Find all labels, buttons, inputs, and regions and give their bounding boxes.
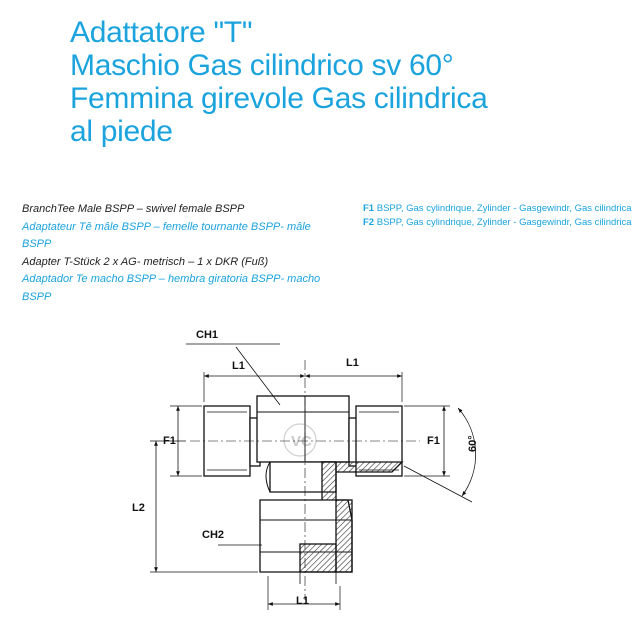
label-l1-bottom: L1 bbox=[296, 595, 309, 607]
description-de: Adapter T-Stück 2 x AG- metrisch – 1 x DKR (Fuß) bbox=[22, 255, 269, 268]
label-ch1: CH1 bbox=[196, 329, 219, 341]
title-line-4: al piede bbox=[70, 115, 173, 148]
svg-text:VC: VC bbox=[291, 433, 312, 450]
nut-section bbox=[336, 500, 352, 572]
label-l1-left: L1 bbox=[232, 360, 245, 372]
description-fr: Adaptateur Tê mâle BSPP – femelle tournante BSPP- mâle BSPP bbox=[22, 220, 311, 250]
label-ch2: CH2 bbox=[202, 529, 225, 541]
description-en: BranchTee Male BSPP – swivel female BSPP bbox=[22, 203, 245, 215]
label-l1-right: L1 bbox=[346, 357, 359, 369]
label-f1-left: F1 bbox=[163, 435, 176, 447]
thread-note-f1-text: BSPP, Gas cylindrique, Zylinder - Gasgewindr, Gas cilindrica bbox=[376, 203, 632, 214]
central-hex-body bbox=[257, 396, 349, 462]
description-es: Adaptador Te macho BSPP – hembra giratoria BSPP- macho BSPP bbox=[22, 273, 321, 303]
thread-note-f2-text: BSPP, Gas cylindrique, Zylinder - Gasgewindr, Gas cilindrica bbox=[376, 217, 632, 228]
thread-note-f1-code: F1 bbox=[363, 203, 375, 214]
title-line-2: Maschio Gas cilindrico sv 60° bbox=[70, 49, 454, 82]
label-angle: 60° bbox=[467, 435, 479, 452]
title-line-3: Femmina girevole Gas cilindrica bbox=[70, 82, 488, 115]
title-line-1: Adattatore "T" bbox=[70, 16, 253, 49]
label-f1-right: F1 bbox=[427, 435, 440, 447]
label-l2: L2 bbox=[132, 502, 145, 514]
thread-note-f2-code: F2 bbox=[363, 217, 375, 228]
